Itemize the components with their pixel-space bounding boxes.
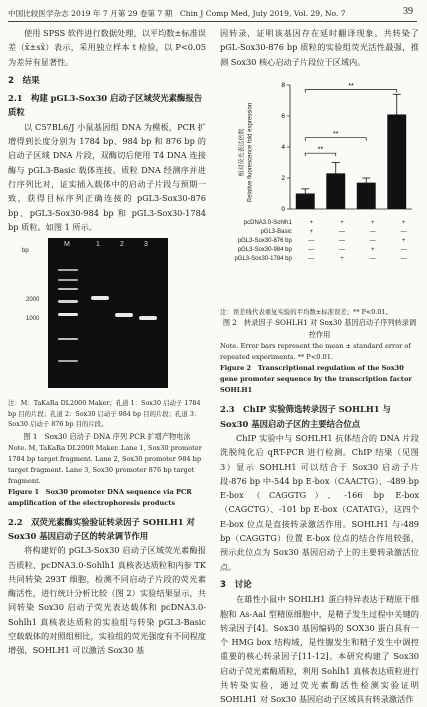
row-label: pGL3-Sox30-984 bp [237, 247, 292, 254]
figure-1 [8, 238, 206, 398]
figure-2-chart [220, 69, 419, 307]
row-label: pcDNA3.0-Sohlh1 [243, 220, 292, 227]
table-cell: — [339, 229, 345, 236]
table-cell: — [308, 238, 315, 245]
marker-band [58, 279, 78, 281]
y-axis-title-cn: 相对荧光表达倍数 [239, 128, 246, 177]
row-label: pGL3-Sox30-1784 bp [234, 256, 292, 263]
table-cell: + [309, 229, 313, 236]
table-cell: + [371, 220, 375, 227]
table-row [224, 246, 419, 255]
bar [296, 193, 315, 209]
table-row [224, 255, 419, 264]
row-label: pGL3-Sox30-876 bp [237, 238, 292, 245]
figure-caption-en: Figure 1 Sox30 promoter DNA sequence via PCR amplification of the electrophoresis products [8, 487, 192, 507]
page-number: 39 [403, 6, 413, 17]
left-column [8, 26, 206, 658]
section-heading: 2 结果 [8, 75, 40, 86]
lane3-band [139, 316, 157, 320]
significance-label: ** [317, 146, 324, 154]
lane2-band [115, 313, 133, 317]
table-cell: — [400, 247, 407, 254]
table-cell: — [369, 238, 376, 245]
significance-label: ** [333, 131, 339, 139]
lane-label: 2 [120, 241, 124, 249]
bar [326, 173, 345, 209]
marker-band [58, 338, 78, 340]
lane-label: 1 [96, 241, 100, 249]
treatment-table [224, 219, 419, 264]
right-column [220, 26, 419, 707]
gel-image [48, 238, 168, 388]
lane-label: M [64, 241, 70, 249]
table-row [224, 228, 419, 237]
section-heading: 3 讨论 [220, 579, 252, 590]
bar-chart-svg [220, 69, 419, 219]
table-cell: + [401, 238, 406, 245]
figure-caption: 图 1 Sox30 启动子 DNA 序列 PCR 扩增产物电泳 [23, 431, 191, 441]
table-cell: — [400, 229, 407, 236]
bar [387, 114, 406, 209]
lane-label: 3 [144, 241, 148, 249]
marker-band [58, 300, 78, 303]
figure-note-en: Note. Error bars represent the mean ± standard error of repeated experiments. ** P<0.01. [220, 342, 411, 362]
journal-header: 中国比较医学杂志 2019 年 7 月第 29 卷第 7 期 Chin J Comp Med, July 2019, Vol. 29, No. 7 [8, 9, 346, 18]
bar [357, 183, 376, 209]
paragraph: 以 C57BL6/J 小鼠基因组 DNA 为模板，PCR 扩增得到长度分别为 1784 bp、984 bp 和 876 bp 的启动子区域 DNA 片段，双酶切后使用 T4 DNA 连接酶与 pGL3-Basic 载体连接。质粒 DNA 经测序并进行序列比对，证实插入载体中的启动子片段与预期一致，获得目标序列正确连接的 pGL3-Sox30-876 bp、pGL3-Sox30-984 bp 和 pGL3-Sox30-1784 bp 质粒。如图 1 所示。 [8, 121, 206, 232]
table-cell: — [369, 256, 376, 263]
figure-note-en: Note. M, TaKaRa DL2000 Maker. Lane 1, Sox30 promoter 1784 bp target fragment. Lane 2, Sox30 promoter 984 bp target fragment. Lane 3, Sox30 promoter 876 bp target fragment. [8, 443, 202, 485]
marker-band [58, 313, 78, 316]
marker-band [58, 360, 78, 362]
table-cell: + [309, 220, 313, 227]
paragraph: 使用 SPSS 软件进行数据处理，以平均数±标准误差（x̄±sx̄）表示，采用独立样本 t 检验，以 P<0.05 为差异有显著性。 [8, 28, 206, 67]
paragraph: 因转录，证明该基因存在延时翻译现象。共转染了 pGL-Sox30-876 bp 质粒的实验组荧光活性最强，推测 Sox30 核心启动子片段位于区域内。 [220, 28, 419, 67]
table-row [224, 219, 419, 228]
marker-band [58, 269, 78, 271]
table-cell: — [339, 247, 345, 254]
table-row [224, 237, 419, 246]
table-cell: — [308, 256, 315, 263]
subsection-heading: 2.1 构建 pGL3-Sox30 启动子区域荧光素酶报告质粒 [8, 93, 203, 118]
table-cell: — [339, 238, 345, 245]
page-header [0, 6, 427, 20]
lane1-band [91, 296, 109, 300]
y-tick-label: 0 [281, 205, 285, 213]
y-tick-label: 2 [281, 174, 285, 182]
table-cell: + [401, 220, 406, 227]
figure-caption: 图 2 转录因子 SOHLH1 对 Sox30 基因启动子序列转录调控作用 [222, 318, 417, 340]
figure-note: 注：误差线代表重复实验的平均数±标准误差；** P<0.01。 [220, 307, 392, 316]
table-cell: + [371, 247, 375, 254]
row-label: pGL3-Basic [260, 229, 292, 236]
subsection-heading: 2.2 双荧光素酶实验验证转录因子 SOHLH1 对 Sox30 基因启动子区的转录调节作用 [8, 516, 195, 541]
paragraph: 在雄性小鼠中 SOHLH1 蛋白特异表达于精原干细胞和 As-Aal 型精原细胞中，是精子发生过程中关键的转录因子[4]。Sox30 基因编码的 SOX30 蛋白具有一个 HMG box 结构域，是性腺发生和精子发生中调控重要的核心转录因子[11-12]。本研究构建了 Sox30 启动子荧光素酶质粒，利用 Sohlh1 真核表达质粒进行共转染实验，通过荧光素酶活性检测实验证明 SOHLH1 对 Sox30 基因启动子区域具有转录激活作 [220, 594, 419, 705]
table-cell: — [369, 229, 376, 236]
subsection-heading: 2.3 ChIP 实验筛选转录因子 SOHLH1 与 Sox30 基因启动子区的主要结合位点 [220, 404, 391, 429]
table-cell: — [400, 256, 407, 263]
header-rule [8, 21, 417, 22]
y-tick-label: 8 [281, 81, 285, 89]
gel-size-label: bp [22, 248, 29, 255]
paragraph: 将构建好的 pGL3-Sox30 启动子区域荧光素酶报告质粒、pcDNA3.0-Sohlh1 真核表达质粒和内参 TK 共同转染 293T 细胞，检测不同启动子片段的荧光素酶活性，进行统计分析比较（图 2）实验结果显示，共同转染 Sox30 启动子荧光表达载体和 pcDNA3.0-Sohlh1 真核表达质粒的实验组与转染 pGL3-Basic 空载载体的对照组相比，实验组的荧光强度有不同程度增强，SOHLH1 可以激活 Sox30 基 [8, 545, 206, 656]
y-tick-label: 6 [281, 112, 285, 120]
table-cell: + [340, 220, 344, 227]
gel-size-label: 1000 [26, 316, 40, 323]
table-cell: + [340, 256, 344, 263]
figure-note: 注：M：TaKaRa DL2000 Maker；孔道 1：Sox30 启动子 1784 bp 目的片段；孔道 2：Sox30 启动子 984 bp 目的片段；孔道 3：Sox30 启动子 876 bp 目的片段。 [8, 399, 201, 429]
gel-size-label: 2000 [26, 297, 40, 304]
figure-caption-en: Figure 2 Transcriptional regulation of the Sox30 gene promoter sequence by the transcription factor SOHLH1 [220, 364, 412, 395]
y-tick-label: 4 [281, 143, 285, 151]
y-axis-title-en: Relative fluorescence fold expression [247, 102, 253, 203]
table-cell: — [308, 247, 315, 254]
significance-label: ** [348, 83, 354, 91]
paragraph: ChIP 实验中与 SOHLH1 抗体结合的 DNA 片段洗脱纯化后 qRT-PCR 进行检测。ChIP 结果（见图 3）显示 SOHLH1 可以结合于 Sox30 启动子片段-876 bp 中-544 bp E-box（CAACTG）、-489 bp E-box（CAGGTG）、-166 bp E-box（CAGCTG）、-101 bp E-box（CATATG），这四个 E-box 位点是直接转录激活作用。SOHLH1 与-489 bp（CAGGTG）位置 E-box 位点的结合作用较强，预示此位点为 Sox30 基因启动子上的主要转录激活位点。 [220, 432, 419, 572]
marker-band [58, 288, 78, 290]
